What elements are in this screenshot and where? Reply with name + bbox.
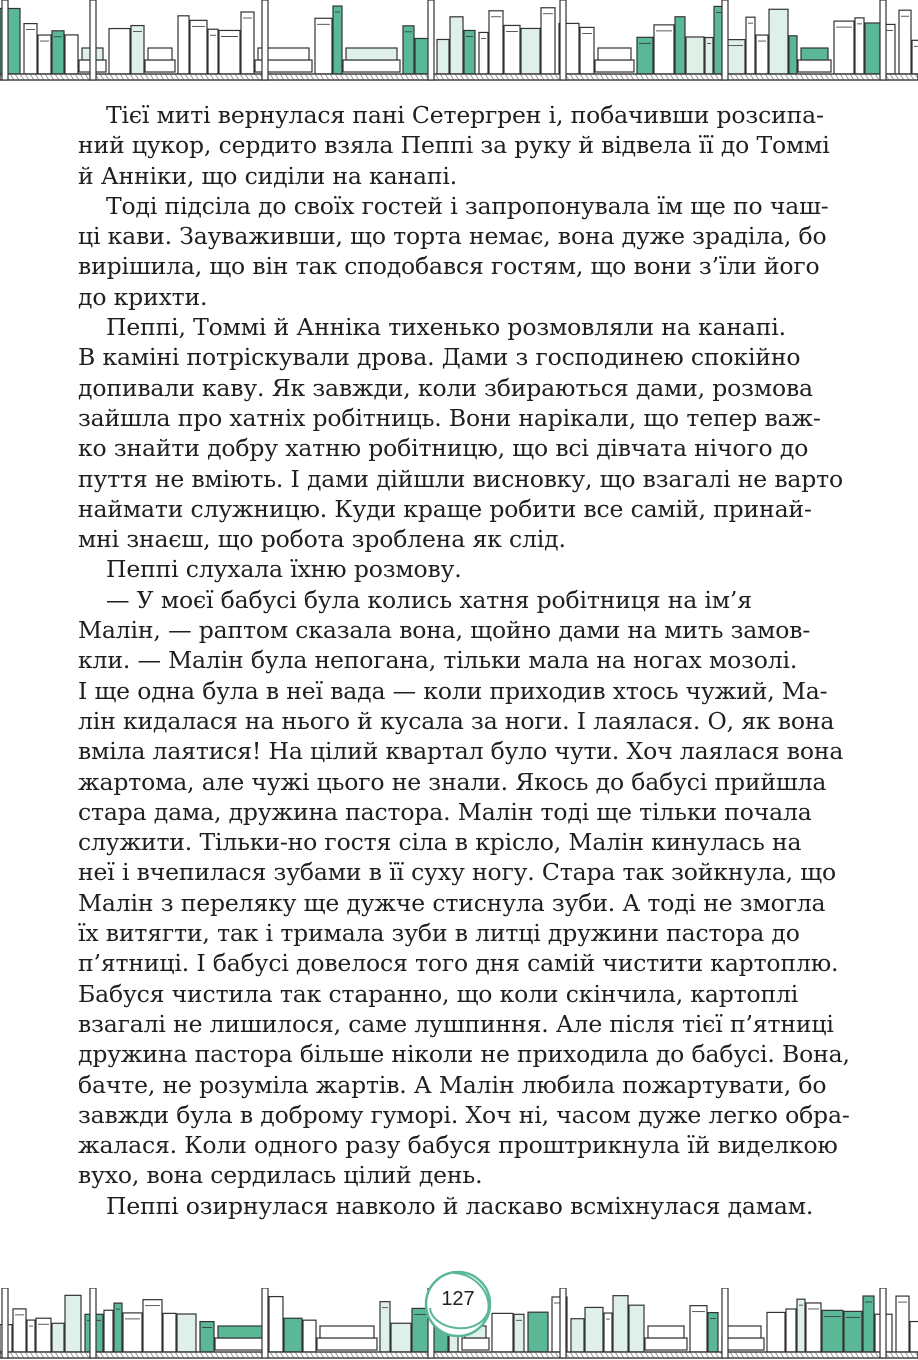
text-line: пуття не вміють. І дами дійшли висновку, що взагалі не варто — [78, 464, 844, 493]
paragraph — [78, 1191, 846, 1221]
text-line: — У моєї бабусі була колись хатня робітниця на ім’я — [106, 585, 752, 614]
text-line: стара дама, дружина пастора. Малін тоді ще тільки почала — [78, 797, 812, 826]
text-line: зайшла про хатніх робітниць. Вони нарікали, що тепер важ- — [78, 403, 821, 432]
text-line: взагалі не лишилося, саме лушпиння. Але після тієї п’ятниці — [78, 1009, 834, 1038]
text-line: мні знаєш, що робота зроблена як слід. — [78, 525, 566, 554]
text-line: жартома, але чужі цього не знали. Якось до бабусі прийшла — [78, 767, 827, 796]
paragraph — [78, 585, 850, 1191]
text-line: Пеппі озирнулася навколо й ласкаво всміхнулася дамам. — [106, 1191, 814, 1220]
text-line: Малін з переляку ще дужче стиснула зуби. А тоді не змогла — [78, 888, 826, 917]
text-line: вирішила, що він так сподобався гостям, що вони з’їли його — [78, 252, 820, 281]
text-line: кли. — Малін була непогана, тільки мала на ногах мозолі. — [78, 646, 798, 675]
paragraph — [78, 191, 846, 312]
paragraph — [78, 100, 846, 191]
text-line: допивали каву. Як завжди, коли збираються дами, розмова — [78, 373, 813, 402]
text-line: служити. Тільки-но гостя сіла в крісло, Малін кинулась на — [78, 828, 802, 857]
page-number: 127 — [441, 1288, 475, 1310]
text-line: ці кави. Зауваживши, що торта немає, вона дуже зраділа, бо — [78, 222, 827, 251]
text-line: вміла лаятися! На цілий квартал було чути. Хоч лаялася вона — [78, 737, 844, 766]
text-line: І ще одна була в неї вада — коли приходив хтось чужий, Ма- — [78, 676, 828, 705]
text-line: вухо, вона сердилась цілий день. — [78, 1161, 483, 1190]
bookshelf-illustration-top — [0, 0, 918, 86]
text-line: жалася. Коли одного разу бабуся проштрикнула їй виделкою — [78, 1131, 838, 1160]
shelf-books — [0, 0, 918, 80]
text-line: ний цукор, сердито взяла Пеппі за руку й відвела її до Томмі — [78, 131, 830, 160]
text-line: лін кидалася на нього й кусала за ноги. І лаялася. О, як вона — [78, 706, 835, 735]
text-line: до крихти. — [78, 282, 208, 311]
text-line: В каміні потріскували дрова. Дами з господинею спокійно — [78, 343, 801, 372]
paragraph — [78, 312, 846, 554]
page-number-badge — [418, 1264, 498, 1344]
text-line: ко знайти добру хатню робітницю, що всі дівчата нічого до — [78, 434, 809, 463]
text-line: Малін, — раптом сказала вона, щойно дами на мить замов- — [78, 616, 811, 645]
text-line: неї і вчепилася зубами в її суху ногу. Стара так зойкнула, що — [78, 858, 836, 887]
text-line: дружина пастора більше ніколи не приходила до бабусі. Вона, — [78, 1040, 850, 1069]
text-line: їх витягти, так і тримала зуби в литці дружини пастора до — [78, 919, 800, 948]
text-line: Пеппі слухала їхню розмову. — [106, 555, 462, 584]
story-text — [78, 100, 850, 1221]
text-line: Пеппі, Томмі й Анніка тихенько розмовляли на канапі. — [106, 313, 786, 342]
text-line: Тоді підсіла до своїх гостей і запропонувала їм ще по чаш- — [106, 191, 829, 220]
text-line: п’ятниці. І бабусі довелося того дня самій чистити картоплю. — [78, 949, 839, 978]
paragraph — [78, 554, 846, 584]
text-line: наймати служницю. Куди краще робити все самій, принай- — [78, 494, 812, 523]
text-line: Бабуся чистила так старанно, що коли скінчила, картоплі — [78, 979, 799, 1008]
text-line: й Анніки, що сиділи на канапі. — [78, 161, 458, 190]
text-line: завжди була в доброму гуморі. Хоч ні, часом дуже легко обра- — [78, 1100, 850, 1129]
text-line: Тієї миті вернулася пані Сетергрен і, побачивши розсипа- — [106, 101, 824, 129]
text-line: бачте, не розуміла жартів. А Малін любила пожартувати, бо — [78, 1070, 827, 1099]
